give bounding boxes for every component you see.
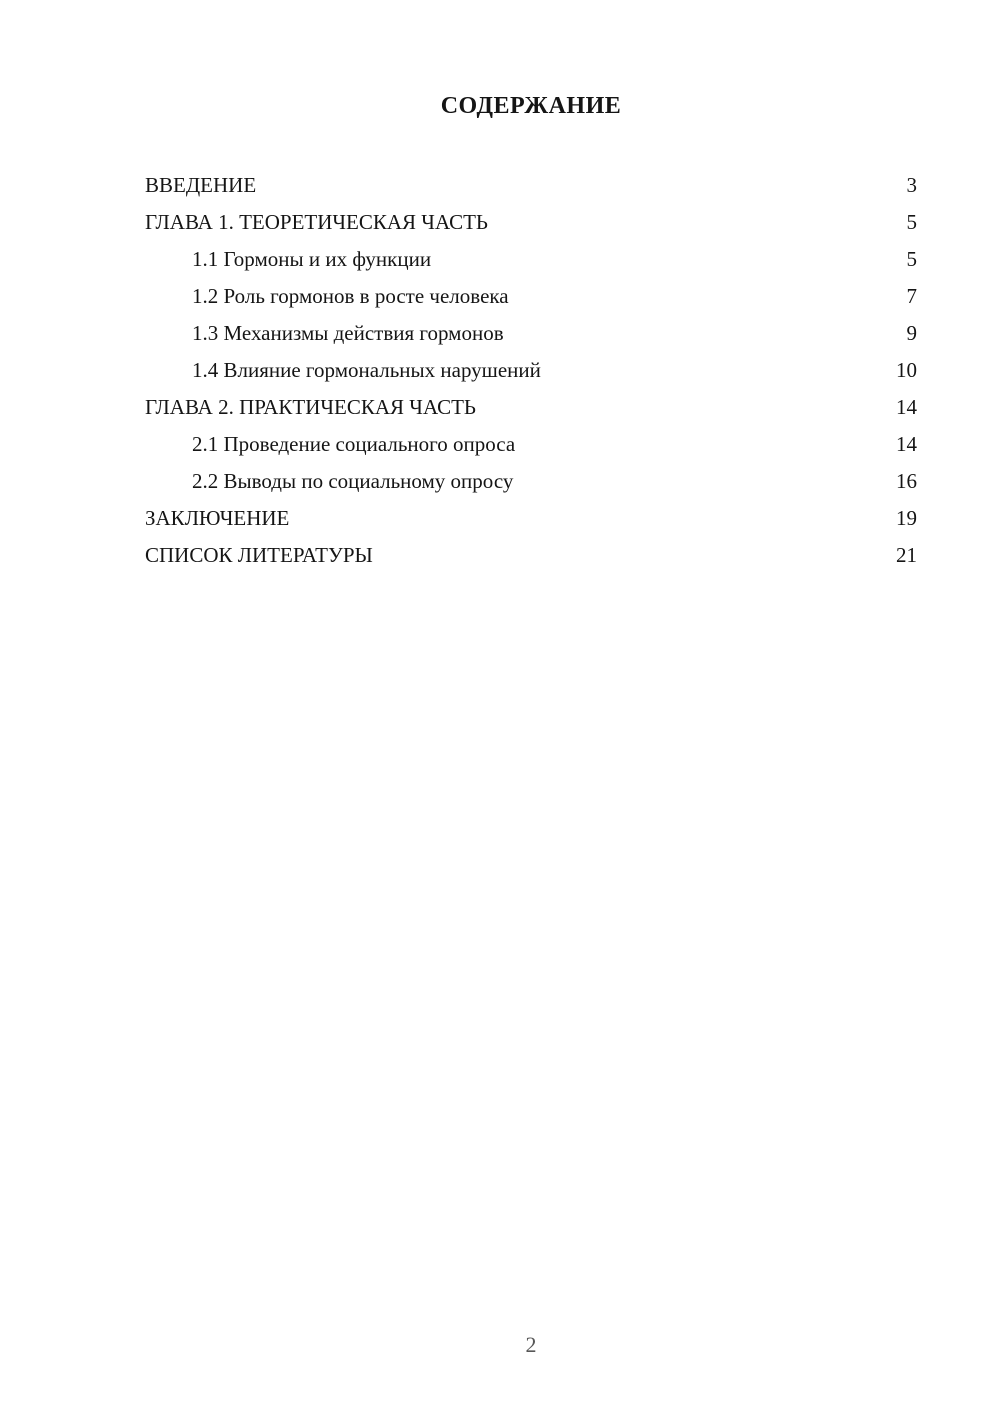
toc-entry bbox=[145, 167, 917, 204]
toc-entry-page: 16 bbox=[896, 469, 917, 493]
toc-entry bbox=[145, 389, 917, 426]
toc-entry bbox=[145, 204, 917, 241]
toc-entry bbox=[145, 500, 917, 537]
table-of-contents bbox=[145, 167, 917, 574]
toc-entry-page: 7 bbox=[906, 284, 917, 308]
toc-entry bbox=[145, 352, 917, 389]
toc-entry-label: СПИСОК ЛИТЕРАТУРЫ bbox=[145, 543, 373, 567]
toc-entry-page: 10 bbox=[896, 358, 917, 382]
toc-entry bbox=[145, 278, 917, 315]
toc-entry-page: 9 bbox=[906, 321, 917, 345]
toc-entry-page: 5 bbox=[906, 247, 917, 271]
toc-entry-label: ВВЕДЕНИЕ bbox=[145, 173, 257, 197]
toc-entry-label: 1.2 Роль гормонов в росте человека bbox=[192, 284, 509, 308]
toc-entry-label: ГЛАВА 2. ПРАКТИЧЕСКАЯ ЧАСТЬ bbox=[145, 395, 476, 419]
page-title: СОДЕРЖАНИЕ bbox=[440, 93, 622, 119]
toc-entry bbox=[145, 315, 917, 352]
toc-entry-page: 19 bbox=[896, 506, 917, 530]
page-number-footer: 2 bbox=[525, 1332, 537, 1357]
toc-entry bbox=[145, 463, 917, 500]
toc-entry bbox=[145, 426, 917, 463]
toc-entry-label: ГЛАВА 1. ТЕОРЕТИЧЕСКАЯ ЧАСТЬ bbox=[145, 210, 488, 234]
toc-entry-label: 2.1 Проведение социального опроса bbox=[192, 432, 516, 456]
toc-entry-page: 5 bbox=[906, 210, 917, 234]
toc-entry bbox=[145, 241, 917, 278]
toc-entry-page: 21 bbox=[896, 543, 917, 567]
toc-entry-label: ЗАКЛЮЧЕНИЕ bbox=[145, 506, 290, 530]
toc-entry bbox=[145, 537, 917, 574]
toc-entry-label: 1.1 Гормоны и их функции bbox=[192, 247, 432, 271]
toc-entry-page: 14 bbox=[896, 395, 917, 419]
toc-entry-label: 1.3 Механизмы действия гормонов bbox=[192, 321, 504, 345]
toc-entry-page: 14 bbox=[896, 432, 917, 456]
toc-entry-label: 1.4 Влияние гормональных нарушений bbox=[192, 358, 541, 382]
toc-entry-page: 3 bbox=[906, 173, 917, 197]
toc-entry-label: 2.2 Выводы по социальному опросу bbox=[192, 469, 514, 493]
